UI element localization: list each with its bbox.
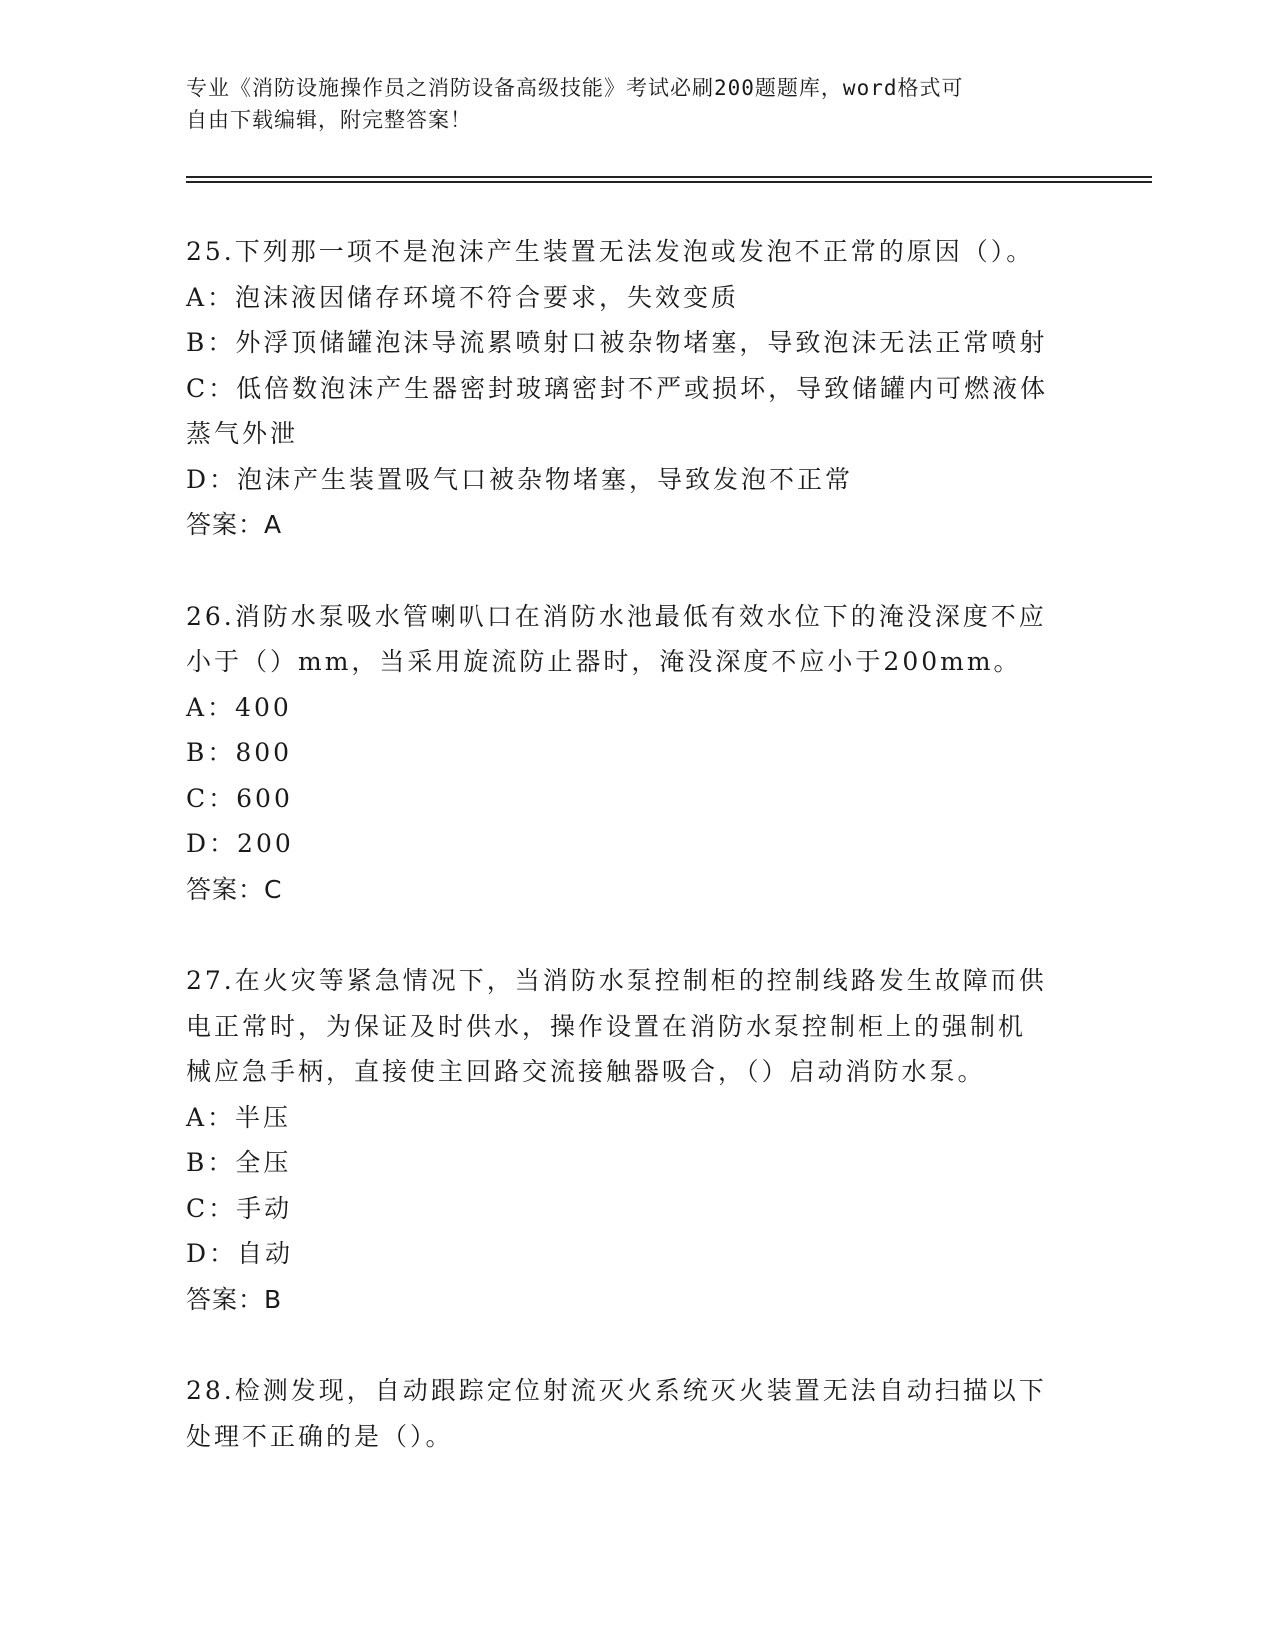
question-28 xyxy=(186,1368,1086,1459)
option-a: A：半压 xyxy=(186,1102,292,1132)
option-c: C：600 xyxy=(186,783,293,813)
option-c: C：低倍数泡沫产生器密封玻璃密封不严或损坏，导致储罐内可燃液体 xyxy=(186,373,1049,403)
header-line-2: 自由下载编辑，附完整答案！ xyxy=(186,108,472,132)
question-stem: 28.检测发现，自动跟踪定位射流灭火系统灭火装置无法自动扫描以下 xyxy=(186,1376,1047,1405)
option-d: D：自动 xyxy=(186,1239,294,1268)
answer-label: 答案：B xyxy=(186,1284,283,1314)
question-stem: 26.消防水泵吸水管喇叭口在消防水池最低有效水位下的淹没深度不应 xyxy=(186,601,1047,631)
option-b: B：全压 xyxy=(186,1148,292,1177)
option-b: B：外浮顶储罐泡沫导流累喷射口被杂物堵塞，导致泡沫无法正常喷射 xyxy=(186,328,1048,357)
answer-label: 答案：A xyxy=(186,510,283,539)
question-27 xyxy=(186,958,1086,1322)
question-stem-continued: 小于（）mm，当采用旋流防止器时，淹没深度不应小于200mm。 xyxy=(186,647,1022,676)
question-stem-continued: 电正常时，为保证及时供水，操作设置在消防水泵控制柜上的强制机 xyxy=(186,1011,1027,1041)
question-stem-continued: 处理不正确的是（）。 xyxy=(186,1421,454,1451)
option-b: B：800 xyxy=(186,738,293,767)
question-stem: 25.下列那一项不是泡沫产生装置无法发泡或发泡不正常的原因（）。 xyxy=(186,237,1035,266)
option-d: D：泡沫产生装置吸气口被杂物堵塞，导致发泡不正常 xyxy=(186,464,854,494)
document-header xyxy=(186,72,1066,136)
option-d: D：200 xyxy=(186,829,294,858)
option-a: A：400 xyxy=(186,692,292,722)
option-a: A：泡沫液因储存环境不符合要求，失效变质 xyxy=(186,282,740,312)
option-c: C：手动 xyxy=(186,1193,293,1223)
question-26 xyxy=(186,594,1086,913)
question-25 xyxy=(186,229,1086,548)
question-stem-continued: 械应急手柄，直接使主回路交流接触器吸合，（）启动消防水泵。 xyxy=(186,1057,986,1086)
header-divider-bottom xyxy=(186,181,1152,183)
question-list xyxy=(186,229,1086,1505)
answer-label: 答案：C xyxy=(186,874,283,904)
option-c-continued: 蒸气外泄 xyxy=(186,419,299,448)
header-divider-top xyxy=(186,176,1152,178)
header-line-1: 专业《消防设施操作员之消防设备高级技能》考试必刷200题题库，word格式可 xyxy=(186,76,964,100)
question-stem: 27.在火灾等紧急情况下，当消防水泵控制柜的控制线路发生故障而供 xyxy=(186,966,1047,995)
